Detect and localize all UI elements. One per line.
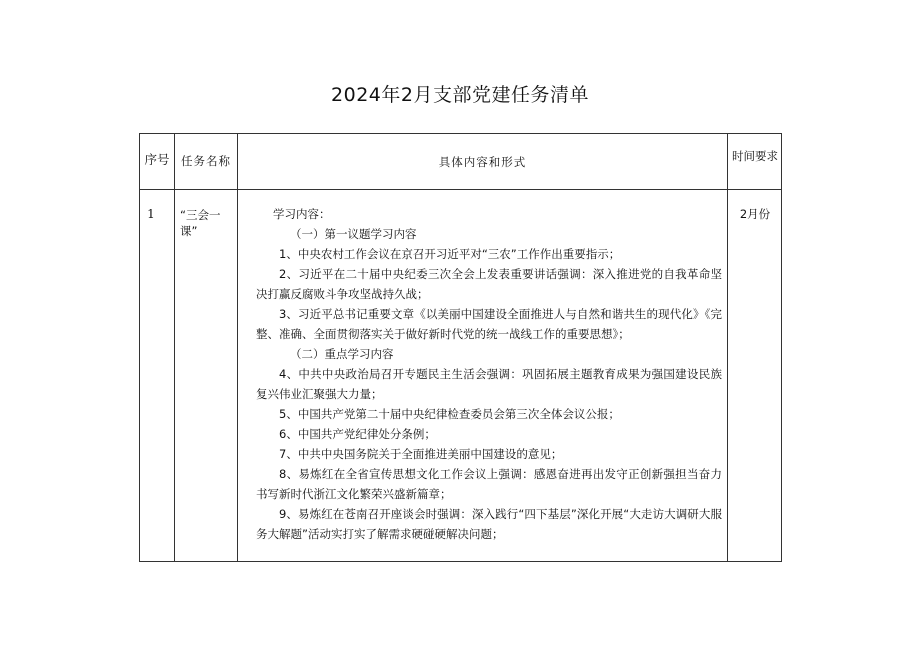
document-title: 2024年2月支部党建任务清单 — [331, 84, 589, 106]
content-line: 8、易炼红在全省宣传思想文化工作会议上强调：感恩奋进再出发守正创新强担当奋力书写新时代浙江文化繁荣兴盛新篇章； — [256, 467, 722, 501]
content-line: 学习内容： — [273, 207, 331, 221]
column-divider — [237, 134, 238, 561]
content-line: 1、中央农村工作会议在京召开习近平对“三农”工作作出重要指示； — [279, 247, 621, 261]
content-line: 7、中共中央国务院关于全面推进美丽中国建设的意见； — [279, 447, 563, 461]
header-content: 具体内容和形式 — [438, 155, 527, 169]
row-content — [256, 204, 722, 544]
content-line: 5、中国共产党第二十届中央纪律检查委员会第三次全体会议公报； — [279, 407, 620, 421]
column-divider — [727, 134, 728, 561]
content-line: 6、中国共产党纪律处分条例； — [279, 427, 436, 441]
task-table — [139, 133, 782, 562]
content-line: 4、中共中央政治局召开专题民主生活会强调：巩固拓展主题教育成果为强国建设民族复兴伟业汇聚强大力量； — [256, 367, 722, 401]
header-time: 时间要求 — [732, 149, 778, 163]
header-task-name: 任务名称 — [181, 154, 231, 168]
content-line: 3、习近平总书记重要文章《以美丽中国建设全面推进人与自然和谐共生的现代化》《完整、准确、全面贯彻落实关于做好新时代党的统一战线工作的重要思想》； — [256, 307, 722, 341]
content-line: 2、习近平在二十届中央纪委三次全会上发表重要讲话强调：深入推进党的自我革命坚决打赢反腐败斗争攻坚战持久战； — [256, 267, 722, 301]
content-line: （一）第一议题学习内容 — [290, 227, 417, 241]
column-divider — [174, 134, 175, 561]
row-seq: 1 — [147, 207, 155, 221]
header-row-divider — [140, 189, 781, 190]
header-seq: 序号 — [144, 152, 170, 167]
content-line: 9、易炼红在苍南召开座谈会时强调：深入践行“四下基层”深化开展“大走访大调研大服务大解题”活动实打实了解需求硬碰硬解决问题； — [256, 507, 722, 541]
row-time: 2月份 — [739, 207, 771, 221]
content-line: （二）重点学习内容 — [290, 347, 394, 361]
row-task-name: “三会一课” — [180, 208, 221, 238]
